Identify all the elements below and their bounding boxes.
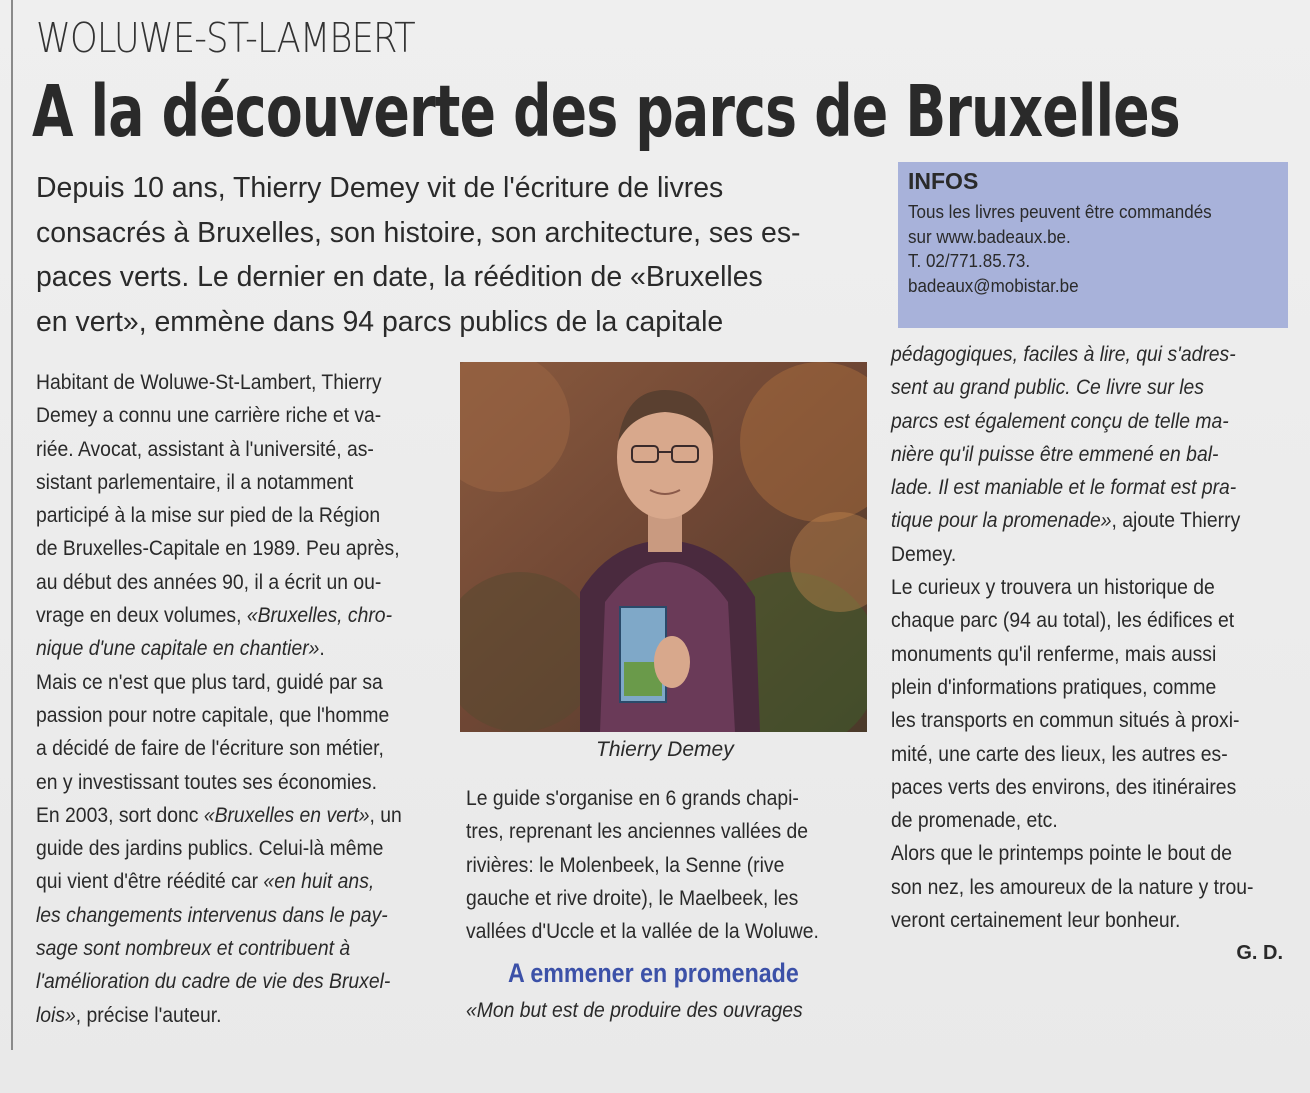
text-line (891, 904, 1260, 937)
italic-text: lois» (36, 1002, 76, 1027)
text-run: a décidé de faire de l'écriture son métier, (36, 736, 384, 761)
text-run: chaque parc (94 au total), les édifices et (891, 608, 1235, 633)
text-line (891, 504, 1260, 537)
infos-title: INFOS (908, 168, 979, 194)
subheading: A emmener en promenade (508, 958, 799, 988)
text-line (891, 704, 1260, 737)
text-line (36, 932, 414, 965)
text-line (891, 837, 1260, 870)
column-1 (36, 366, 456, 1032)
text-run: passion pour notre capitale, que l'homme (36, 702, 390, 727)
headline: A la découverte des parcs de Bruxelles (32, 70, 1180, 153)
text-run: son nez, les amoureux de la nature y trou- (891, 874, 1254, 899)
text-run: paces verts des environs, des itinéraires (891, 774, 1237, 799)
column-3 (891, 338, 1301, 971)
photo-caption: Thierry Demey (596, 738, 734, 761)
text-line (36, 965, 414, 998)
text-run: en y investissant toutes ses économies. (36, 769, 377, 794)
column-2-continued (466, 994, 886, 1027)
italic-text: sent au grand public. Ce livre sur les (891, 375, 1204, 400)
italic-text: «Bruxelles en vert» (203, 802, 370, 827)
text-line: tres, reprenant les anciennes vallées de (466, 819, 809, 844)
italic-text: lade. Il est maniable et le format est pra- (891, 475, 1237, 500)
text-run: Demey. (891, 541, 957, 566)
text-run: participé à la mise sur pied de la Région (36, 503, 381, 528)
italic-text: nique d'une capitale en chantier» (36, 636, 320, 661)
italic-text: «Bruxelles, chro- (246, 603, 393, 628)
italic-text: sage sont nombreux et contribuent à (36, 936, 351, 961)
text-line (891, 571, 1260, 604)
text-line (891, 338, 1260, 371)
infos-line: Tous les livres peuvent être commandés (908, 201, 1212, 222)
text-run: au début des années 90, il a écrit un ou- (36, 569, 382, 594)
infos-box (898, 162, 1288, 328)
portrait-photo (460, 362, 867, 732)
infos-email[interactable]: badeaux@mobistar.be (908, 274, 1079, 296)
column-2 (466, 782, 886, 948)
text-run: sistant parlementaire, il a notamment (36, 469, 354, 494)
text-run: de promenade, etc. (891, 808, 1058, 833)
portrait-image (460, 362, 867, 732)
text-line: Le guide s'organise en 6 grands chapi- (466, 786, 799, 810)
text-run: qui vient d'être réédité car (36, 869, 264, 894)
text-line (891, 405, 1260, 438)
text-run: guide des jardins publics. Celui-là même (36, 836, 384, 861)
italic-text: nière qu'il puisse être emmené en bal- (891, 441, 1219, 466)
text-line (891, 638, 1260, 671)
text-run: Le curieux y trouvera un historique de (891, 575, 1215, 600)
text-line (36, 799, 414, 832)
infos-text (908, 200, 1212, 298)
text-line (36, 865, 414, 898)
text-line (36, 666, 414, 699)
text-line: gauche et rive droite), le Maelbeek, les (466, 885, 799, 910)
text-line (891, 771, 1260, 804)
text-run: , précise l'auteur. (75, 1002, 222, 1027)
text-line (36, 566, 414, 599)
text-line (36, 532, 414, 565)
lead-line: consacrés à Bruxelles, son histoire, son architecture, ses es- (36, 216, 801, 249)
lead-line: Depuis 10 ans, Thierry Demey vit de l'écriture de livres (36, 172, 724, 204)
kicker: WOLUWE-ST-LAMBERT (36, 14, 415, 62)
text-line: rivières: le Molenbeek, la Senne (rive (466, 852, 785, 877)
text-line (36, 732, 414, 765)
text-line (36, 366, 414, 399)
text-line (36, 999, 414, 1032)
text-run: Habitant de Woluwe-St-Lambert, Thierry (36, 370, 382, 394)
text-line (36, 499, 414, 532)
text-run: , un (369, 802, 402, 827)
text-run: Alors que le printemps pointe le bout de (891, 841, 1232, 866)
italic-text: les changements intervenus dans le pay- (36, 902, 388, 927)
text-line (36, 599, 414, 632)
italic-text: «en huit ans, (263, 869, 375, 894)
author-signature: G. D. (1236, 942, 1283, 965)
text-line (36, 699, 414, 732)
lead-line: paces verts. Le dernier en date, la réédition de «Bruxelles (36, 261, 763, 293)
text-line (891, 671, 1260, 704)
text-line (36, 399, 414, 432)
text-line (891, 604, 1260, 637)
text-line (891, 471, 1260, 504)
text-line (36, 632, 414, 665)
italic-text: l'amélioration du cadre de vie des Bruxel- (36, 969, 391, 994)
text-line (36, 832, 414, 865)
text-line (36, 899, 414, 932)
text-run: les transports en commun situés à proxi- (891, 708, 1240, 733)
text-line (891, 804, 1260, 837)
text-run: vrage en deux volumes, (36, 603, 247, 628)
text-line (36, 466, 414, 499)
column-rule (11, 0, 13, 1050)
text-run: Mais ce n'est que plus tard, guidé par sa (36, 669, 383, 694)
text-line: «Mon but est de produire des ouvrages (466, 998, 803, 1022)
text-line (891, 538, 1260, 571)
text-run: de Bruxelles-Capitale en 1989. Peu après, (36, 536, 400, 561)
text-line (891, 371, 1260, 404)
infos-phone: T. 02/771.85.73. (908, 250, 1031, 271)
text-run: mité, une carte des lieux, les autres es- (891, 741, 1228, 766)
italic-text: tique pour la promenade» (891, 508, 1112, 533)
text-run: plein d'informations pratiques, comme (891, 674, 1217, 699)
text-line (891, 438, 1260, 471)
text-line (891, 871, 1260, 904)
text-line: vallées d'Uccle et la vallée de la Woluwe. (466, 919, 819, 944)
text-line (891, 738, 1260, 771)
text-run: En 2003, sort donc (36, 802, 204, 827)
infos-website[interactable]: sur www.badeaux.be. (908, 225, 1071, 247)
text-line (36, 433, 414, 466)
text-run: , ajoute Thierry (1111, 508, 1241, 533)
text-run: monuments qu'il renferme, mais aussi (891, 641, 1217, 666)
italic-text: parcs est également conçu de telle ma- (891, 408, 1229, 433)
text-run: . (319, 636, 325, 661)
text-run: Demey a connu une carrière riche et va- (36, 403, 382, 428)
text-line (36, 766, 414, 799)
italic-text: pédagogiques, faciles à lire, qui s'adres- (891, 342, 1236, 366)
text-run: riée. Avocat, assistant à l'université, as- (36, 436, 374, 461)
lead-paragraph (36, 166, 859, 344)
text-run: veront certainement leur bonheur. (891, 908, 1181, 933)
lead-line: en vert», emmène dans 94 parcs publics de la capitale (36, 305, 724, 338)
